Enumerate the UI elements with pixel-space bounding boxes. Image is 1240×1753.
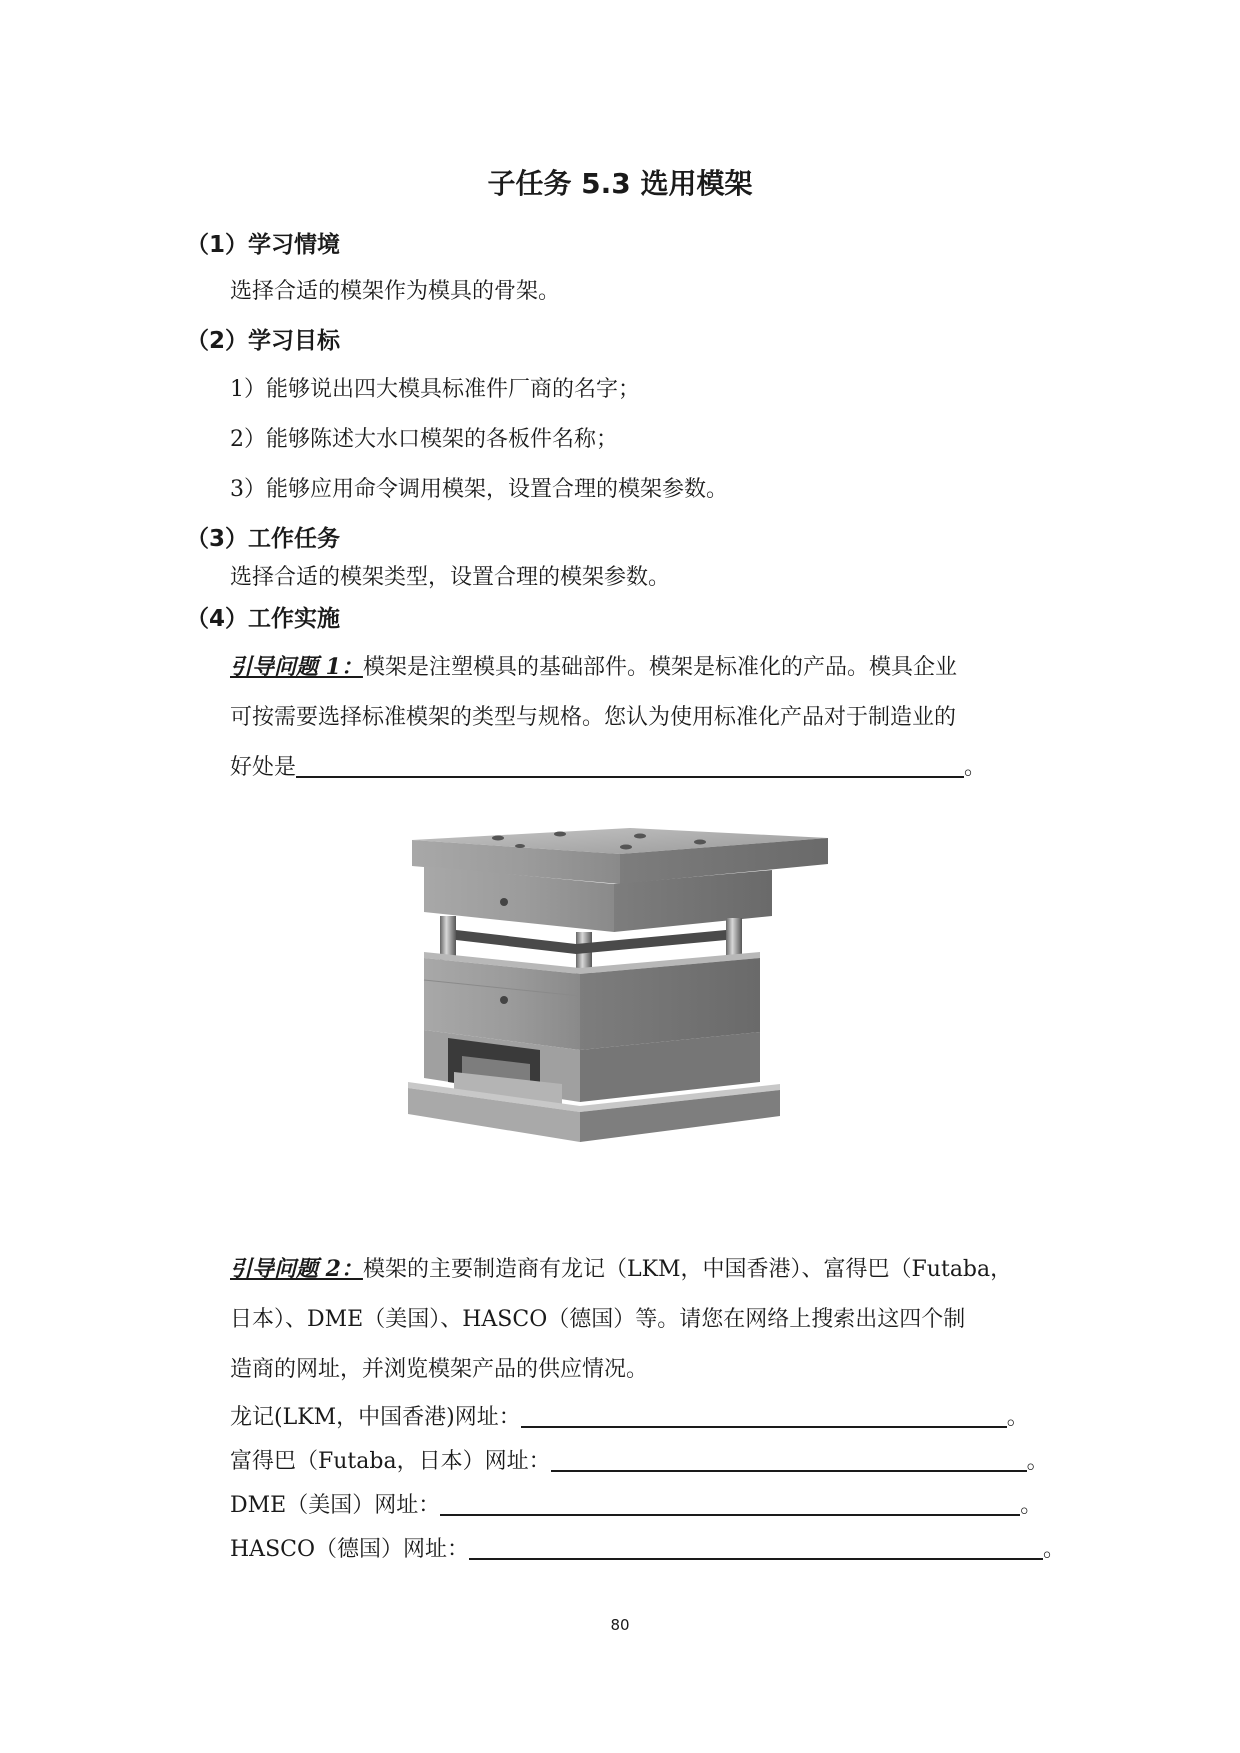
learning-goal-item: 3）能够应用命令调用模架，设置合理的模架参数。 <box>230 477 728 502</box>
line-end-punct: 。 <box>964 755 987 780</box>
work-task-text: 选择合适的模架类型，设置合理的模架参数。 <box>230 565 671 590</box>
line-end-punct: 。 <box>1043 1537 1066 1562</box>
url-blank-dme[interactable] <box>440 1492 1020 1516</box>
section-heading-learning-context: （1）学习情境 <box>186 232 341 258</box>
learning-context-text: 选择合适的模架作为模具的骨架。 <box>230 279 561 304</box>
question-1-line-2: 可按需要选择标准模架的类型与规格。您认为使用标准化产品对于制造业的 <box>230 705 957 730</box>
question-1-line-1 <box>230 650 957 681</box>
question-1-text: 模架是注塑模具的基础部件。模架是标准化的产品。模具企业 <box>362 655 957 680</box>
question-2-text: 模架的主要制造商有龙记（LKM，中国香港）、富得巴（Futaba， <box>362 1257 1013 1282</box>
url-field-label: DME（美国）网址： <box>230 1493 441 1518</box>
section-heading-work-implementation: （4）工作实施 <box>186 606 341 632</box>
answer-blank[interactable] <box>296 754 964 778</box>
question-1-line-3 <box>230 750 986 781</box>
section-heading-work-task: （3）工作任务 <box>186 526 341 552</box>
page-title: 子任务 5.3 选用模架 <box>487 167 753 200</box>
url-blank-hasco[interactable] <box>469 1536 1043 1560</box>
line-end-punct: 。 <box>1026 1449 1049 1474</box>
line-end-punct: 。 <box>1020 1493 1043 1518</box>
url-field-label: HASCO（德国）网址： <box>230 1537 470 1562</box>
line-end-punct: 。 <box>1006 1405 1029 1430</box>
question-2-label: 引导问题 2： <box>230 1256 363 1282</box>
learning-goal-item: 2）能够陈述大水口模架的各板件名称； <box>230 427 618 452</box>
question-2-line-3: 造商的网址，并浏览模架产品的供应情况。 <box>230 1357 649 1382</box>
learning-goal-item: 1）能够说出四大模具标准件厂商的名字； <box>230 377 640 402</box>
question-2-line-2: 日本）、DME（美国）、HASCO（德国）等。请您在网络上搜索出这四个制 <box>230 1307 966 1332</box>
url-field-label: 富得巴（Futaba，日本）网址： <box>230 1449 551 1474</box>
url-field-futaba <box>230 1444 1049 1475</box>
mold-base-photo <box>400 820 840 1180</box>
section-heading-learning-goals: （2）学习目标 <box>186 328 341 354</box>
url-field-label: 龙记(LKM，中国香港)网址： <box>230 1405 521 1430</box>
url-field-hasco <box>230 1532 1065 1563</box>
url-field-lkm <box>230 1400 1029 1431</box>
question-2-line-1 <box>230 1252 1012 1283</box>
url-blank-futaba[interactable] <box>551 1448 1027 1472</box>
url-field-dme <box>230 1488 1042 1519</box>
question-1-prefix: 好处是 <box>230 755 297 780</box>
question-1-label: 引导问题 1： <box>230 654 363 680</box>
url-blank-lkm[interactable] <box>521 1404 1007 1428</box>
page-number: 80 <box>610 1616 630 1634</box>
